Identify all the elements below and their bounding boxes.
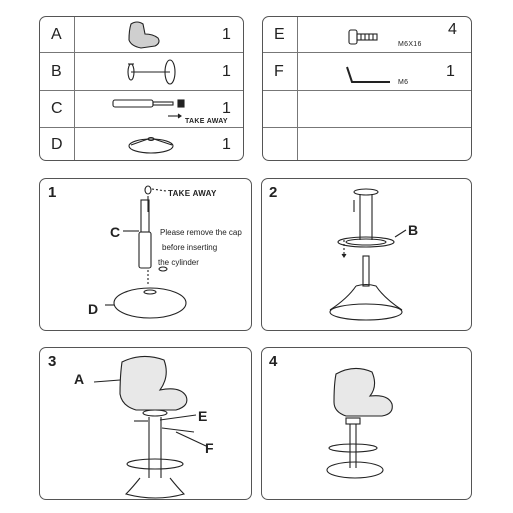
step-1-callout-c: C [110,224,121,240]
step-4-drawing [327,368,392,478]
part-spec-e: M6X16 [398,41,422,48]
step-3-callout-f: F [205,440,214,456]
step-1-instruction-3: the cylinder [158,258,199,267]
step-1-drawing [105,186,186,318]
part-letter-b: B [51,63,62,80]
base-icon [129,138,173,154]
step-4-number: 4 [269,353,278,370]
part-letter-e: E [274,26,285,43]
step-1-number: 1 [48,184,57,201]
gas-cylinder-icon [113,100,184,118]
step-3-number: 3 [48,353,57,370]
step-1-instruction-2: before inserting [162,243,218,252]
step-1-callout-d: D [88,301,99,317]
step-3-drawing [94,356,206,498]
step-1-instruction-1: Please remove the cap [160,228,242,237]
hex-key-icon [347,67,390,82]
part-spec-f: M6 [398,79,409,86]
bolt-icon [349,30,377,44]
part-letter-a: A [51,26,62,43]
part-letter-c: C [51,100,63,117]
column-footrest-icon [128,60,175,84]
take-away-note-c: TAKE AWAY [185,118,228,125]
part-qty-e: 4 [448,21,457,38]
step-2-callout-b: B [408,222,419,238]
part-qty-b: 1 [222,63,231,80]
part-qty-f: 1 [446,63,455,80]
step-1-take-away: TAKE AWAY [168,189,217,198]
seat-icon [129,22,159,48]
part-qty-c: 1 [222,100,231,117]
part-qty-a: 1 [222,26,231,43]
step-2-drawing [330,189,406,320]
part-letter-f: F [274,63,284,80]
part-letter-d: D [51,136,63,153]
part-qty-d: 1 [222,136,231,153]
step-3-callout-e: E [198,408,208,424]
step-3-callout-a: A [74,371,85,387]
step-2-number: 2 [269,184,278,201]
